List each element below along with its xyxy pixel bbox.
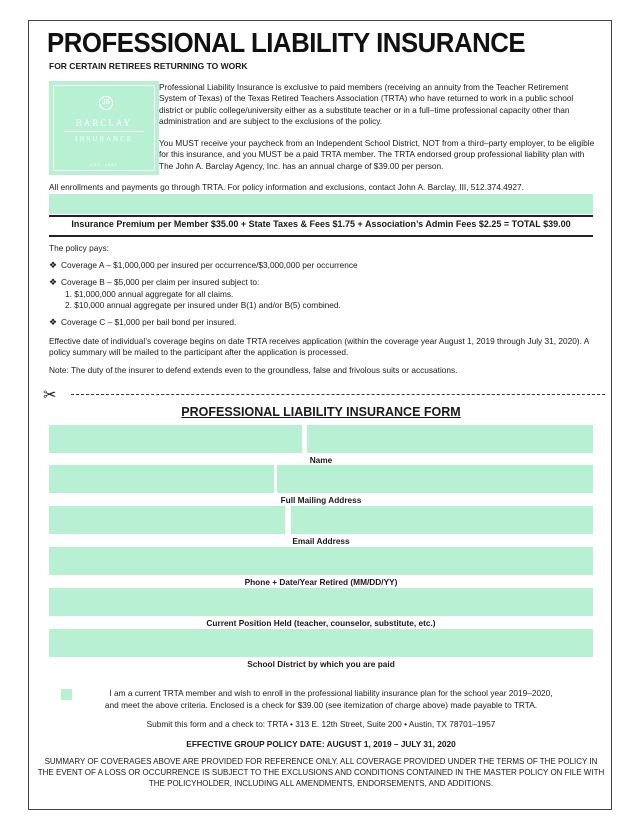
position-label: Current Position Held (teacher, counselor, substitute, etc.) <box>206 618 436 628</box>
diamond-bullet-icon: ❖ <box>49 260 58 270</box>
document-page <box>28 20 612 810</box>
address-label: Full Mailing Address <box>280 495 362 505</box>
logo-frame <box>53 85 155 171</box>
diamond-bullet-icon: ❖ <box>49 317 58 327</box>
note-paragraph: Note: The duty of the insurer to defend extends even to the groundless, false and frivolous suits or accusations. <box>49 365 458 375</box>
logo-monogram: JB <box>99 96 113 110</box>
name-label: Name <box>309 455 333 465</box>
coverage-a-text: Coverage A – $1,000,000 per insured per occurrence/$3,000,000 per occurrence <box>61 260 358 270</box>
cut-line <box>71 394 605 395</box>
rule-top <box>49 215 593 217</box>
page-title: PROFESSIONAL LIABILITY INSURANCE <box>47 27 526 58</box>
page-subtitle: FOR CERTAIN RETIREES RETURNING TO WORK <box>49 61 248 71</box>
submit-instructions: Submit this form and a check to: TRTA • 313 E. 12th Street, Suite 200 • Austin, TX 78701–1957 <box>146 719 496 729</box>
coverage-c-text: Coverage C – $1,000 per bail bond per insured. <box>61 317 237 327</box>
coverage-b-item <box>49 277 259 288</box>
disclaimer: SUMMARY OF COVERAGES ABOVE ARE PROVIDED FOR REFERENCE ONLY. ALL COVERAGE PROVIDED UNDER THE TERMS OF THE POLICY IN THE EVENT OF A LOSS OR OCCURRENCE IS SUBJECT TO THE EXCLUSIONS AND CONDITIONS CONTAINED IN THE MASTER POLICY ON FILE WITH THE POLICYHOLDER, INCLUDING ALL AMENDMENTS, ENDORSEMENTS, AND ADDITIONS. <box>37 757 605 788</box>
school-district-field[interactable] <box>49 629 593 657</box>
phone-retired-field[interactable] <box>49 547 593 575</box>
effective-date: EFFECTIVE GROUP POLICY DATE: AUGUST 1, 2019 – JULY 31, 2020 <box>186 739 456 749</box>
diamond-bullet-icon: ❖ <box>49 277 58 287</box>
coverage-b-sub2: 2. $10,000 annual aggregate per insured under B(1) and/or B(5) combined. <box>65 300 341 310</box>
phone-label: Phone + Date/Year Retired (MM/DD/YY) <box>244 577 398 587</box>
checkbox-text-1: I am a current TRTA member and wish to enroll in the professional liability insurance plan for the school year 2019–2020, <box>109 688 553 698</box>
intro-paragraph-3: All enrollments and payments go through TRTA. For policy information and exclusions, contact John A. Barclay, III, 512.374.4927. <box>49 182 524 192</box>
coverage-a-item <box>49 260 358 271</box>
city-state-zip-field[interactable] <box>277 465 593 493</box>
rule-bottom <box>49 235 593 237</box>
premium-band <box>49 194 593 214</box>
position-field[interactable] <box>49 588 593 616</box>
district-label: School District by which you are paid <box>247 659 395 669</box>
barclay-logo <box>49 81 159 175</box>
policy-intro: The policy pays: <box>49 243 109 253</box>
logo-est: EST. 1987 <box>90 162 118 167</box>
premium-line: Insurance Premium per Member $35.00 + State Taxes & Fees $1.75 + Association’s Admin Fees $2.25 = TOTAL $39.00 <box>71 219 571 229</box>
coverage-c-item <box>49 317 236 328</box>
intro-paragraph-1: Professional Liability Insurance is exclusive to paid members (receiving an annuity from the Teacher Retirement System of Texas) of the Texas Retired Teachers Association (TRTA) who have returned to work in a public school district or public college/university either as a substitute teacher or in a full–time professional capacity other than administration and are subject to the exclusions of the policy. <box>159 82 574 126</box>
street-address-field[interactable] <box>49 465 274 493</box>
last-name-field[interactable] <box>307 425 593 453</box>
email-label: Email Address <box>292 536 350 546</box>
scissors-icon: ✂ <box>43 387 57 404</box>
email-field-left[interactable] <box>49 506 285 534</box>
email-field-right[interactable] <box>291 506 593 534</box>
form-title: PROFESSIONAL LIABILITY INSURANCE FORM <box>181 405 461 419</box>
checkbox-text-2: and meet the above criteria. Enclosed is a check for $39.00 (see itemization of charge above) made payable to TRTA. <box>104 700 538 710</box>
logo-divider <box>64 131 144 132</box>
coverage-b-text: Coverage B – $5,000 per claim per insured subject to: <box>61 277 260 287</box>
logo-name: BARCLAY <box>75 118 133 128</box>
intro-paragraph-2: You MUST receive your paycheck from an Independent School District, NOT from a third–party employer, to be eligible for this insurance, and you MUST be a paid TRTA member. The TRTA endorsed group professional liability plan with The John A. Barclay Agency, Inc. has an annual charge of $39.00 per person. <box>159 138 595 171</box>
logo-sub: INSURANCE <box>74 135 134 143</box>
effective-paragraph: Effective date of individual’s coverage begins on date TRTA receives application (within the coverage year August 1, 2019 through July 31, 2020). A policy summary will be mailed to the participant after the application is processed. <box>49 336 589 357</box>
coverage-b-sub1: 1. $1,000,000 annual aggregate for all claims. <box>65 289 234 299</box>
first-name-field[interactable] <box>49 425 302 453</box>
